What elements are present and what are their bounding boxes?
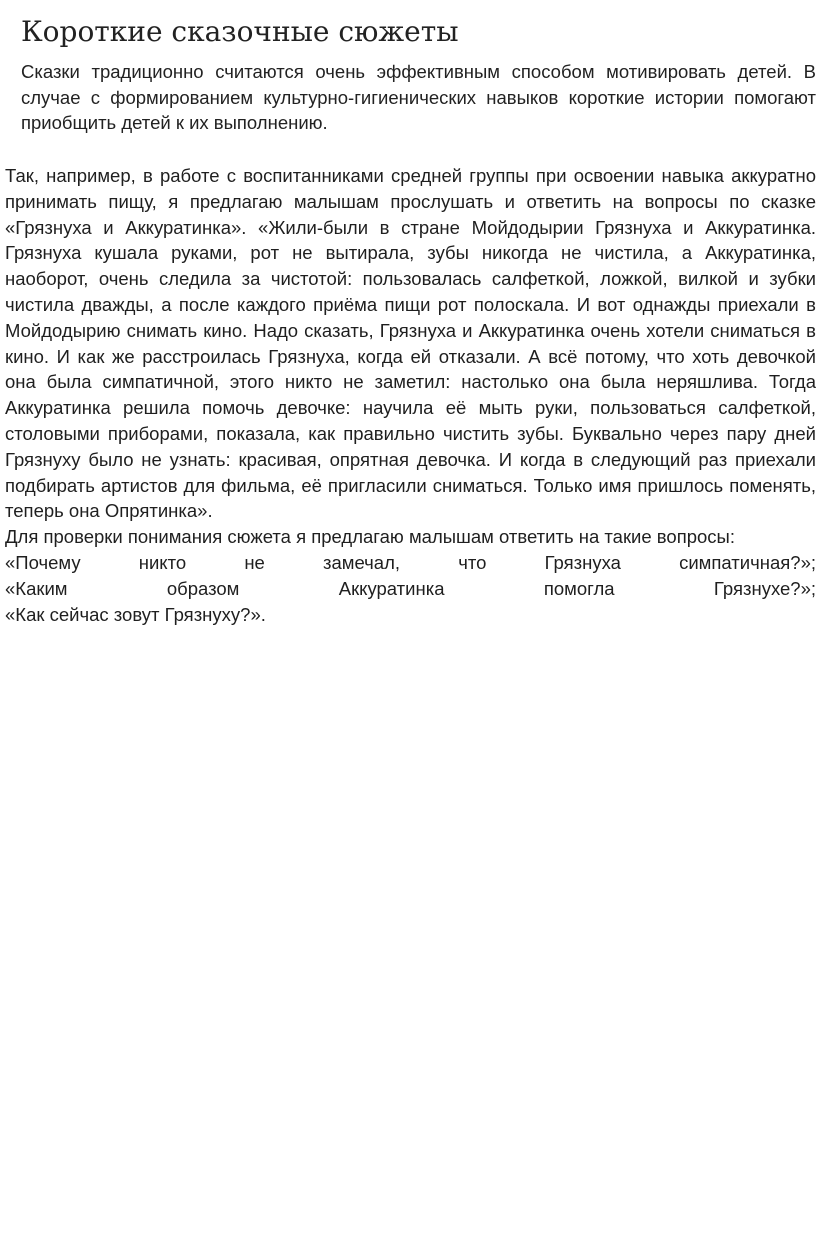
question-item: «Почему никто не замечал, что Грязнуха симпатичная?»;: [5, 551, 816, 573]
question-item: «Как сейчас зовут Грязнуху?».: [5, 603, 266, 625]
story-paragraph: Так, например, в работе с воспитанниками средней группы при освоении навыка аккуратно принимать пищу, я предлагаю малышам прослушать и ответить на вопросы по сказке «Грязнуха и Аккуратинка». «Жили-были в стране Мойдодырии Грязнуха и Аккуратинка. Грязнуха кушала руками, рот не вытирала, зубы никогда не чистила, а Аккуратинка, наоборот, очень следила за чистотой: пользовалась салфеткой, ложкой, вилкой и зубки чистила дважды, а после каждого приёма пищи рот полоскала. И вот однажды приехали в Мойдодырию снимать кино. Надо сказать, Грязнуха и Аккуратинка очень хотели сниматься в кино. И как же расстроилась Грязнуха, когда ей отказали. А всё потому, что хоть девочкой она была симпатичной, этого никто не заметил: настолько она была неряшлива. Тогда Аккуратинка решила помочь девочке: научила её мыть руки, пользоваться салфеткой, столовыми приборами, показала, как правильно чистить зубы. Буквально через пару дней Грязнуху было не узнать: красивая, опрятная девочка. И когда в следующий раз приехали подбирать артистов для фильма, её пригласили сниматься. Только имя пришлось поменять, теперь она Опрятинка».: [5, 165, 816, 522]
intro-paragraph: Сказки традиционно считаются очень эффективным способом мотивировать детей. В случае с формированием культурно-гигиенических навыков короткие истории помогают приобщить детей к их выполнению.: [21, 61, 816, 133]
document-title: Короткие сказочные сюжеты: [21, 15, 459, 48]
document-body: [5, 163, 816, 627]
questions-intro: Для проверки понимания сюжета я предлагаю малышам ответить на такие вопросы:: [5, 526, 735, 548]
question-item: «Каким образом Аккуратинка помогла Грязнухе?»;: [5, 577, 816, 599]
